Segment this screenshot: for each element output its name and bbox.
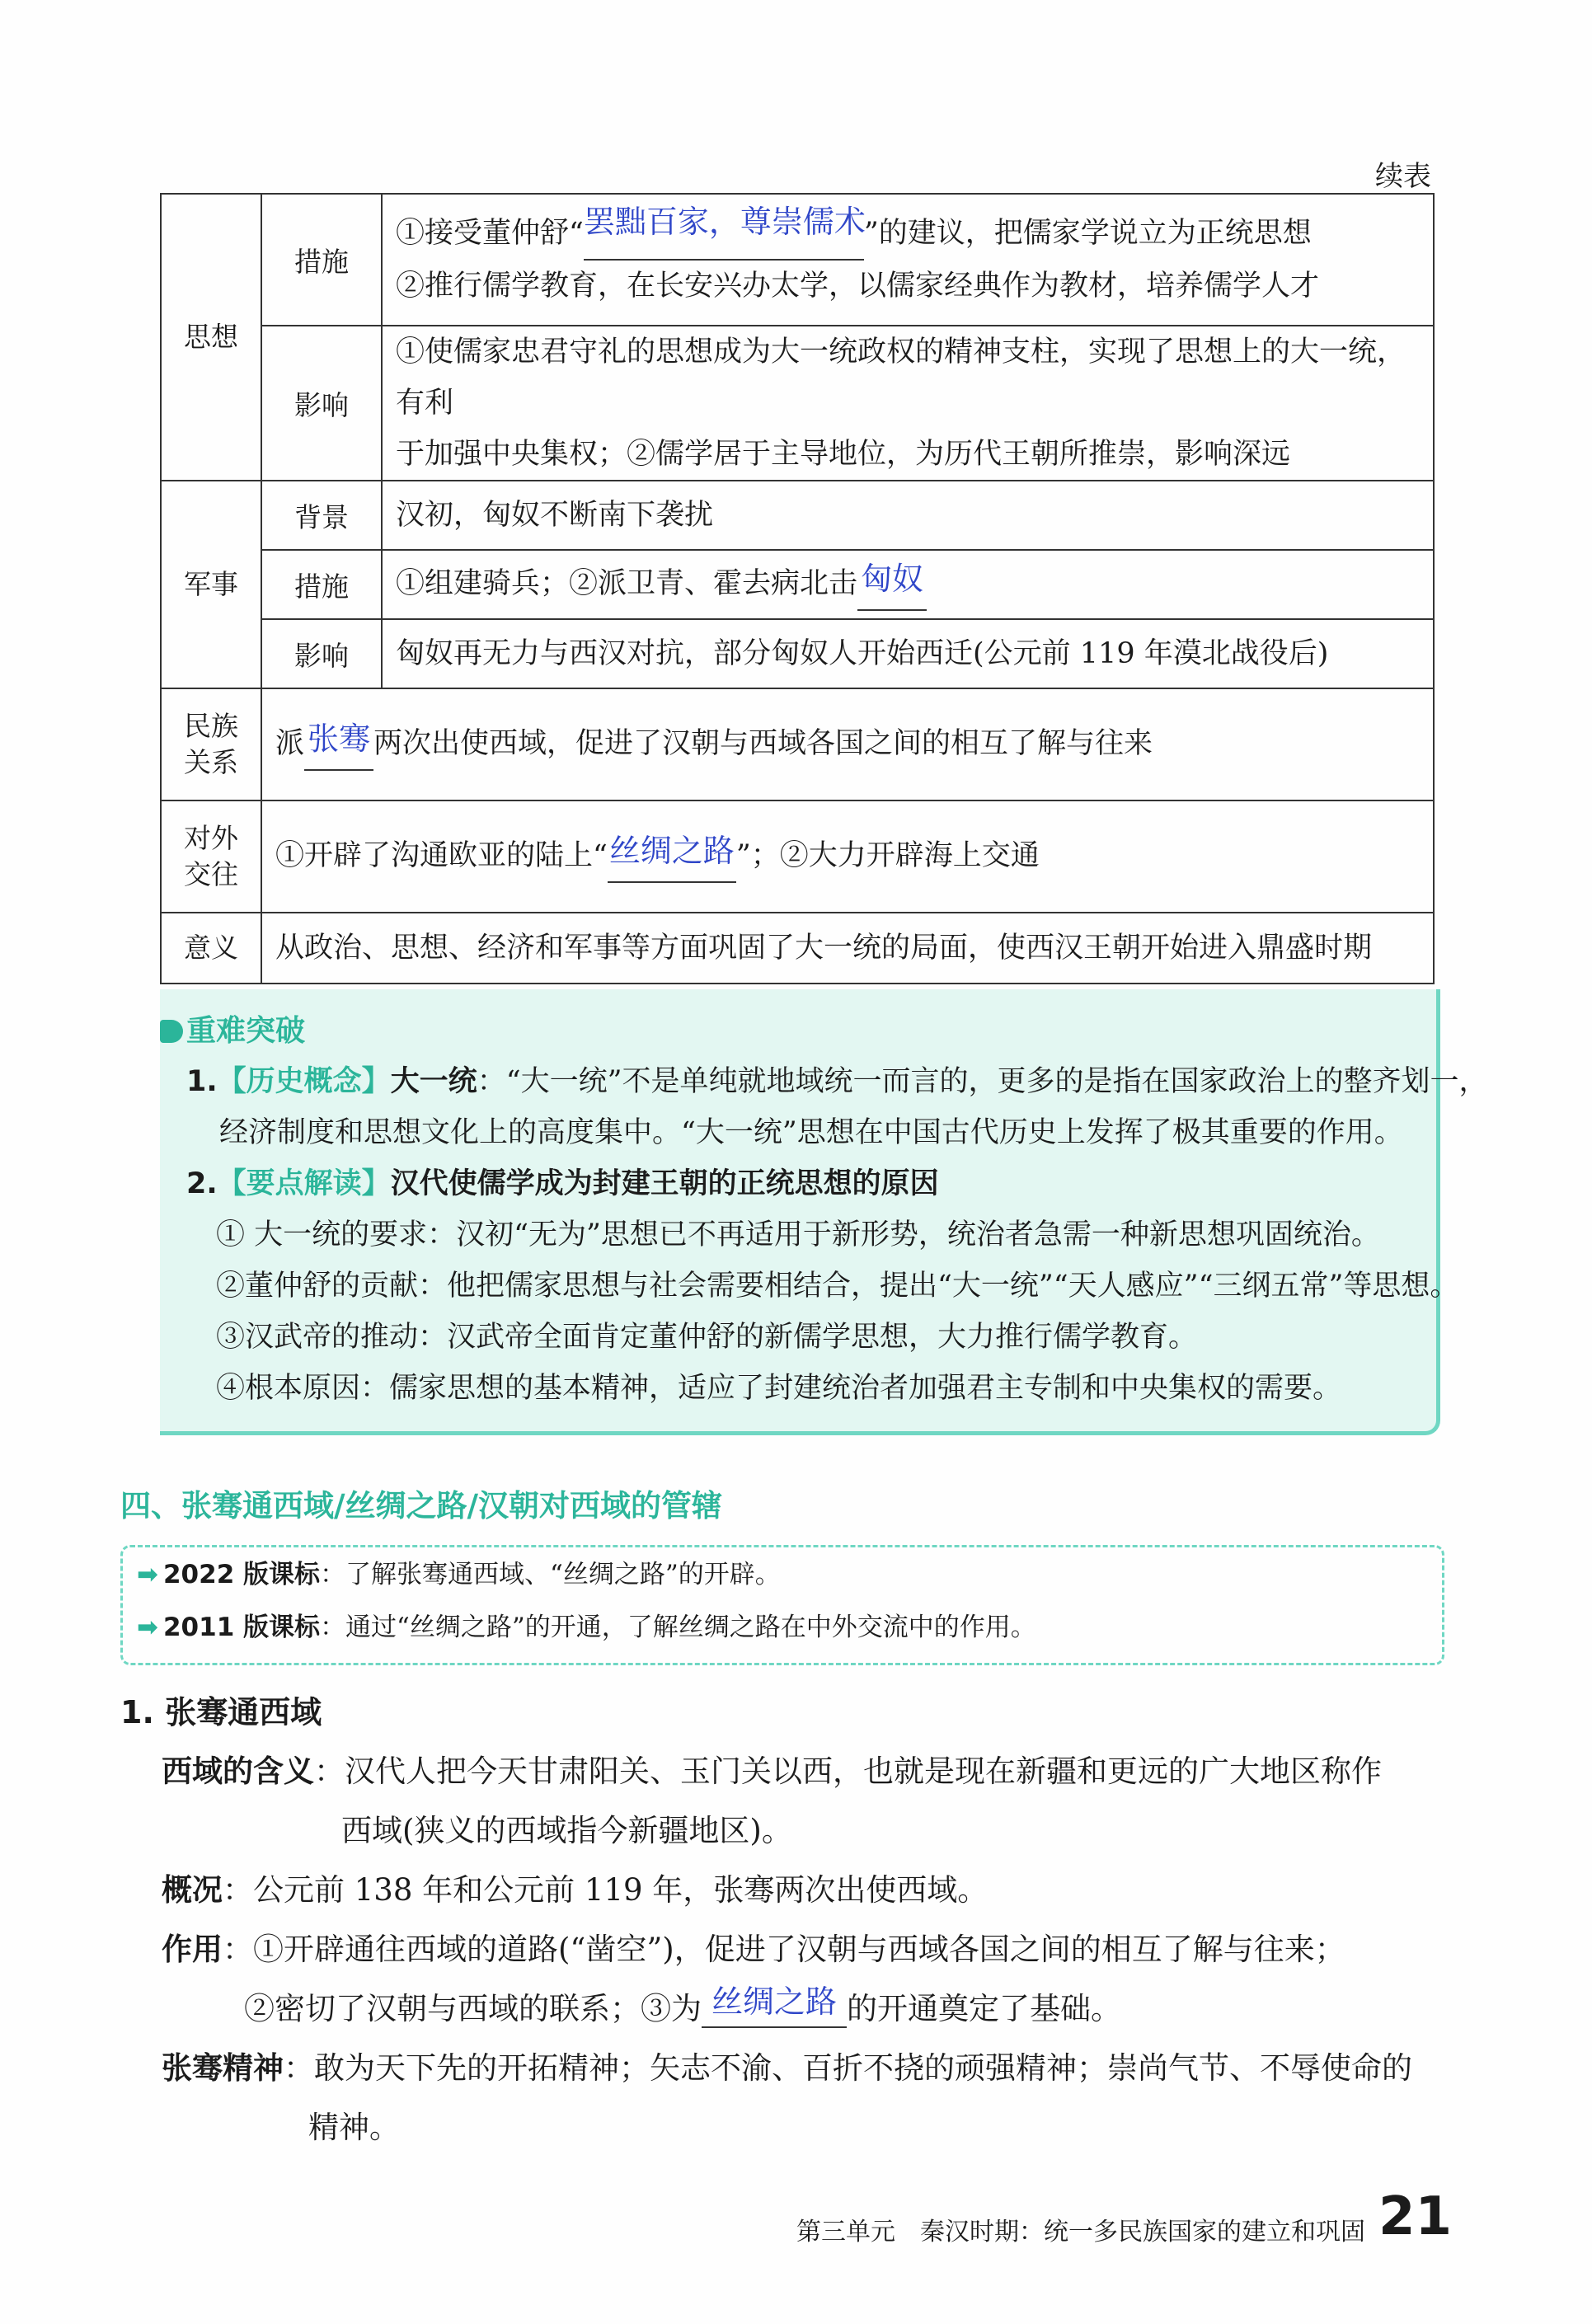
table-row bbox=[161, 550, 1434, 619]
answer-blank bbox=[583, 204, 866, 261]
answer-blank bbox=[702, 1984, 847, 2028]
military-measures bbox=[382, 550, 1434, 619]
handwritten-answer: 匈奴 bbox=[861, 561, 924, 597]
western-regions-meaning: 西域的含义：汉代人把今天甘肃阳关、玉门关以西，也就是现在新疆和更远的广大地区称作 bbox=[162, 1754, 1382, 1789]
reason-1: ① 大一统的要求：汉初“无为”思想已不再适用于新形势，统治者急需一种新思想巩固统治。 bbox=[216, 1218, 1380, 1251]
history-table bbox=[160, 193, 1435, 984]
military-measures-text: ①组建骑兵；②派卫青、霍去病北击 bbox=[396, 567, 858, 600]
category-significance: 意义 bbox=[161, 913, 261, 984]
arrow-right-icon: ➡ bbox=[137, 1560, 158, 1589]
key-point-1-cont: 经济制度和思想文化上的高度集中。“大一统”思想在中国古代历史上发挥了极其重要的作用。 bbox=[219, 1116, 1403, 1149]
sub-label-influence: 影响 bbox=[261, 619, 382, 688]
significance-content: 从政治、思想、经济和军事等方面巩固了大一统的局面，使西汉王朝开始进入鼎盛时期 bbox=[261, 913, 1434, 984]
sub-label-influence: 影响 bbox=[261, 326, 382, 481]
key-point-2: 2.【要点解读】汉代使儒学成为封建王朝的正统思想的原因 bbox=[186, 1167, 939, 1200]
answer-blank bbox=[857, 558, 927, 611]
thought-measures-content bbox=[382, 194, 1434, 326]
measures-line1-post: ”的建议，把儒家学说立为正统思想 bbox=[863, 217, 1312, 250]
category-ethnic: 民族 关系 bbox=[161, 688, 261, 800]
handwritten-answer: 丝绸之路 bbox=[608, 833, 735, 869]
sub-label-background: 背景 bbox=[261, 481, 382, 550]
footer-unit: 第三单元 秦汉时期：统一多民族国家的建立和巩固 bbox=[796, 2218, 1365, 2247]
subsection-heading: 1. 张骞通西域 bbox=[120, 1694, 322, 1730]
thought-influence-content bbox=[382, 326, 1434, 481]
influence-line1: ①使儒家忠君守礼的思想成为大一统政权的精神支柱，实现了思想上的大一统，有利 bbox=[396, 336, 1407, 420]
table-row bbox=[161, 800, 1434, 913]
sub-label-measures: 措施 bbox=[261, 550, 382, 619]
category-thought: 思想 bbox=[161, 194, 261, 481]
arrow-right-icon: ➡ bbox=[137, 1613, 158, 1642]
table-row bbox=[161, 194, 1434, 326]
handwritten-answer: 张骞 bbox=[308, 721, 371, 757]
influence-line2: 于加强中央集权；②儒学居于主导地位，为历代王朝所推崇，影响深远 bbox=[396, 438, 1291, 471]
table-row bbox=[161, 913, 1434, 984]
reason-4: ④根本原因：儒家思想的基本精神，适应了封建统治者加强君主专制和中央集权的需要。 bbox=[216, 1372, 1342, 1405]
military-background: 汉初，匈奴不断南下袭扰 bbox=[382, 481, 1434, 550]
continued-label: 续表 bbox=[1375, 160, 1431, 193]
category-foreign: 对外 交往 bbox=[161, 800, 261, 913]
military-influence: 匈奴再无力与西汉对抗，部分匈奴人开始西迁(公元前 119 年漠北战役后) bbox=[382, 619, 1434, 688]
western-regions-meaning-cont: 西域(狭义的西域指今新疆地区)。 bbox=[341, 1813, 792, 1848]
table-row bbox=[161, 619, 1434, 688]
reason-3: ③汉武帝的推动：汉武帝全面肯定董仲舒的新儒学思想，大力推行儒学教育。 bbox=[216, 1321, 1198, 1354]
handwritten-answer: 丝绸之路 bbox=[711, 1984, 837, 2020]
measures-line2: ②推行儒学教育，在长安兴办太学，以儒家经典作为教材，培养儒学人才 bbox=[396, 270, 1320, 303]
handwritten-answer: 罢黜百家，尊崇儒术 bbox=[583, 204, 866, 240]
standard-2011: ➡ 2011 版课标：通过“丝绸之路”的开通，了解丝绸之路在中外交流中的作用。 bbox=[137, 1613, 1036, 1642]
key-point-1: 1.【历史概念】大一统：“大一统”不是单纯就地域统一而言的，更多的是指在国家政治上的整齐划一， bbox=[186, 1065, 1488, 1098]
zhang-qian-spirit-cont: 精神。 bbox=[308, 2110, 400, 2145]
overview: 概况：公元前 138 年和公元前 119 年，张骞两次出使西域。 bbox=[162, 1872, 989, 1908]
foreign-content: ①开辟了沟通欧亚的陆上“ 丝绸之路 ”；②大力开辟海上交通 bbox=[261, 800, 1434, 913]
sub-label-measures: 措施 bbox=[261, 194, 382, 326]
table-row bbox=[161, 481, 1434, 550]
category-military: 军事 bbox=[161, 481, 261, 688]
standard-2022: ➡ 2022 版课标：了解张骞通西域、“丝绸之路”的开辟。 bbox=[137, 1560, 781, 1589]
effect: 作用：①开辟通往西域的道路(“凿空”)，促进了汉朝与西域各国之间的相互了解与往来； bbox=[162, 1932, 1345, 1967]
bookmark-icon bbox=[160, 1020, 183, 1043]
key-points-title: 重难突破 bbox=[160, 1007, 305, 1049]
answer-blank bbox=[608, 830, 736, 883]
reason-2: ②董仲舒的贡献：他把儒家思想与社会需要相结合，提出“大一统”“天人感应”“三纲五常”等思想。 bbox=[216, 1270, 1459, 1303]
page-number: 21 bbox=[1378, 2186, 1453, 2247]
zhang-qian-spirit: 张骞精神：敢为天下先的开拓精神；矢志不渝、百折不挠的顽强精神；崇尚气节、不辱使命的 bbox=[162, 2050, 1412, 2086]
table-row bbox=[161, 326, 1434, 481]
effect-cont: ②密切了汉朝与西域的联系；③为 丝绸之路 的开通奠定了基础。 bbox=[244, 1984, 1121, 2028]
section-title: 四、张骞通西域/丝绸之路/汉朝对西域的管辖 bbox=[120, 1488, 723, 1524]
measures-line1-pre: ①接受董仲舒“ bbox=[396, 217, 584, 250]
table-row bbox=[161, 688, 1434, 800]
answer-blank bbox=[304, 718, 373, 771]
ethnic-content: 派 张骞 两次出使西域，促进了汉朝与西域各国之间的相互了解与往来 bbox=[261, 688, 1434, 800]
